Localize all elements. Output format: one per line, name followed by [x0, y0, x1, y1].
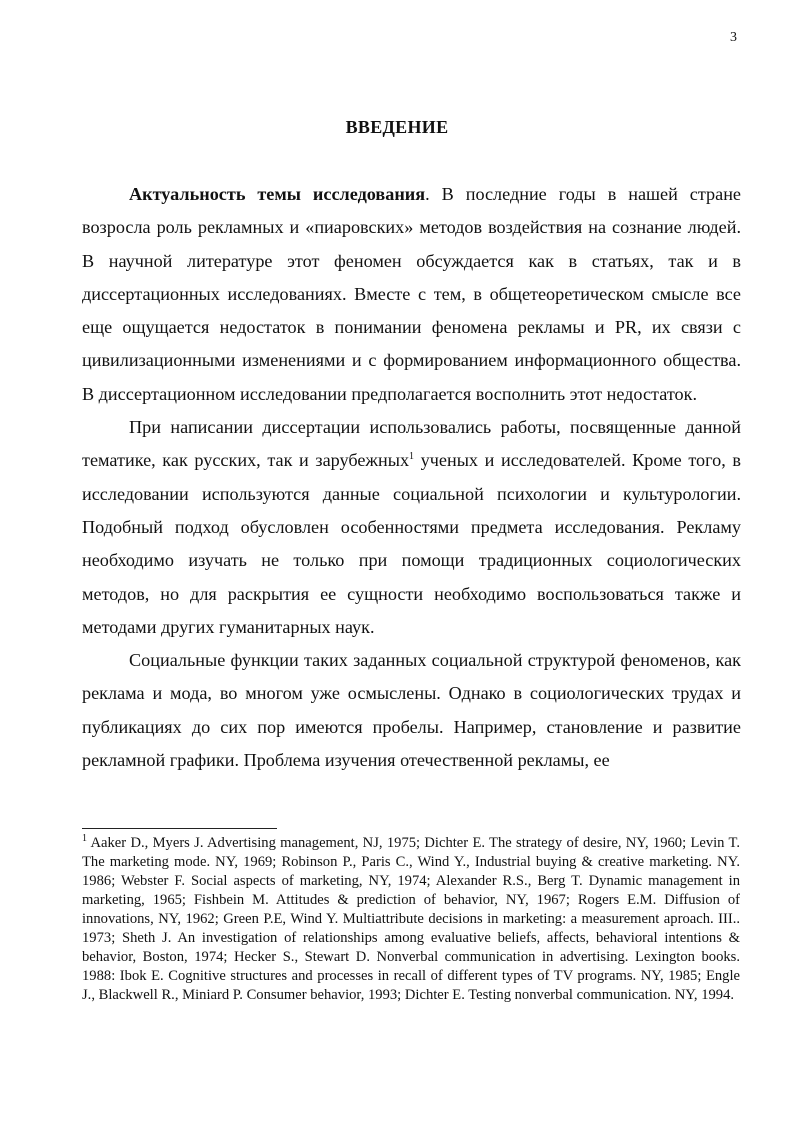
footnote-divider	[82, 828, 277, 829]
sources-text-end: ученых и исследователей. Кроме того, в исследовании используются данные социальной психологии и культурологии. Подобный подход обусловлен особенностями предмета исследования. Рекламу необходимо изучать не только при помощи традиционных социологических методов, но для раскрытия ее сущности необходимо воспользоваться также и методами других гуманитарных наук.	[82, 450, 741, 637]
footnote-marker: 1	[82, 833, 87, 844]
paragraph-relevance	[82, 178, 741, 411]
relevance-heading: Актуальность темы исследования	[129, 184, 426, 204]
relevance-text: . В последние годы в нашей стране возросла роль рекламных и «пиаровских» методов воздействия на сознание людей. В научной литературе этот феномен обсуждается как в статьях, так и в диссертационных исследованиях. Вместе с тем, в общетеоретическом смысле все еще ощущается недостаток в понимании феномена рекламы и PR, их связи с цивилизационными изменениями и с формированием информационного общества. В диссертационном исследовании предполагается восполнить этот недостаток.	[82, 184, 741, 404]
footnote-text: Aaker D., Myers J. Advertising management, NJ, 1975; Dichter E. The strategy of desire, NY, 1960; Levin T. The marketing mode. NY, 1969; Robinson P., Paris C., Wind Y., Industrial buying & creative marketing. NY. 1986; Webster F. Social aspects of marketing, NY, 1974; Alexander R.S., Berg T. Dynamic management in marketing, 1965; Fishbein M. Attitudes & prediction of behavior, NY, 1967; Rogers E.M. Diffusion of innovations, NY, 1962; Green P.E, Wind Y. Multiattribute decisions in marketing: a measurement aproach. III.. 1973; Sheth J. An investigation of relationships among evaluative beliefs, affects, behavioral intentions & behavior, Boston, 1974; Hecker S., Stewart D. Nonverbal communication in advertising. Lexington books. 1988: Ibok E. Cognitive structures and processes in recall of different types of TV programs. NY, 1985; Engle J., Blackwell R., Miniard P. Consumer behavior, 1993; Dichter E. Testing nonverbal communication. NY, 1994.	[82, 835, 740, 1003]
paragraph-social-functions: Социальные функции таких заданных социальной структурой феноменов, как реклама и мода, во многом уже осмыслены. Однако в социологических трудах и публикациях до сих пор имеются пробелы. Например, становление и развитие рекламной графики. Проблема изучения отечественной рекламы, ее	[82, 650, 741, 771]
footnote	[82, 834, 740, 1005]
body-text	[82, 178, 741, 777]
page-title: ВВЕДЕНИЕ	[345, 117, 449, 137]
sources-text-start: При написании диссертации использовались работы, посвященные данной тематике, как русских, так и зарубежных	[82, 417, 741, 471]
page-number: 3	[730, 30, 737, 45]
paragraph-sources	[82, 411, 741, 644]
footnote-reference: 1	[409, 451, 415, 463]
